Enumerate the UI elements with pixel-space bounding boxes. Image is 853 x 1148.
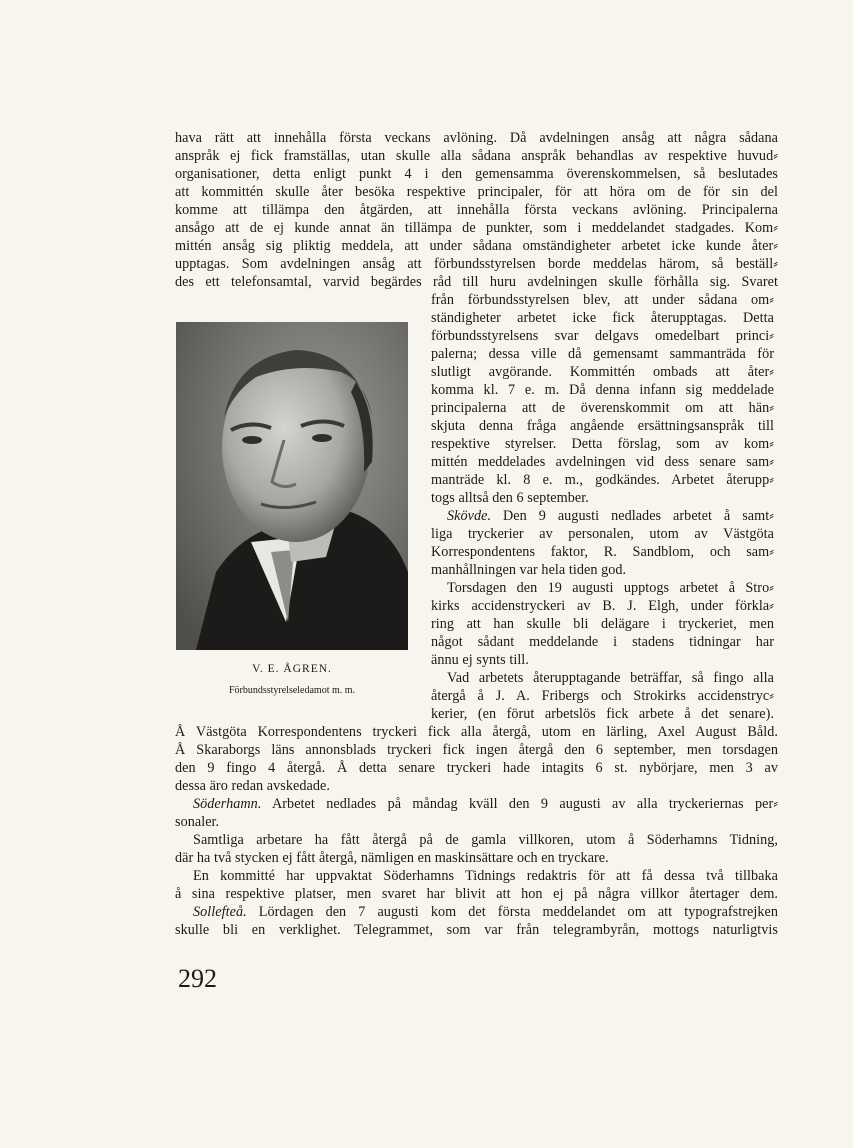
text-line: upptagas. Som avdelningen ansåg att förbundsstyrelsen borde meddelas härom, så beställ⸗ xyxy=(175,256,778,272)
text-line: ständigheter arbetet icke fick återupptagas. Detta xyxy=(431,310,774,326)
photo-caption-title: Förbundsstyrelseledamot m. m. xyxy=(228,685,356,696)
text-line: respektive styrelser. Detta förslag, som av kom⸗ xyxy=(431,436,774,452)
text-line: å sina respektive platser, men svaret har blivit att hon ej på några villkor återtager dem. xyxy=(175,886,778,902)
text-line: sonaler. xyxy=(175,814,220,830)
text-line: där ha två stycken ej fått återgå, nämligen en maskinsättare och en tryckare. xyxy=(175,850,609,866)
text-line: ansågo att de ej kunde annat än tillämpa de punkter, som i meddelandet stadgades. Kom⸗ xyxy=(175,220,778,236)
portrait-photo xyxy=(176,322,408,650)
text-line: komme att tillämpa den åtgärden, att innehålla första veckans avlöning. Principalerna xyxy=(175,202,778,218)
place-heading-soderhamn: Söderhamn. xyxy=(193,796,262,812)
text-fragment: Den 9 augusti nedlades arbetet å samt⸗ xyxy=(491,508,774,524)
text-line: principalerna att de överenskommit om att hän⸗ xyxy=(431,400,774,416)
text-line: Korrespondentens faktor, R. Sandblom, och sam⸗ xyxy=(431,544,774,560)
text-line: manhållningen var hela tiden god. xyxy=(431,562,627,578)
text-line: En kommitté har uppvaktat Söderhamns Tidnings redaktris för att få dessa två tillbaka xyxy=(193,868,778,884)
text-line: organisationer, detta enligt punkt 4 i den gemensamma överenskommelsen, så beslutades xyxy=(175,166,778,182)
text-line: komma kl. 7 e. m. Då denna infann sig meddelade xyxy=(431,382,774,398)
text-line: palerna; dessa ville då gemensamt sammanträda för xyxy=(431,346,774,362)
text-fragment: Arbetet nedlades på måndag kväll den 9 augusti av alla tryckeriernas per⸗ xyxy=(261,796,778,812)
place-heading-solleftea: Sollefteå. xyxy=(193,904,247,920)
text-line: ännu ej synts till. xyxy=(431,652,529,668)
text-line: anspråk ej fick framställas, utan skulle alla sådana anspråk behandlas av respektive huvud⸗ xyxy=(175,148,778,164)
text-line: återgå å J. A. Fribergs och Strokirks accidenstryc⸗ xyxy=(431,688,774,704)
portrait-image xyxy=(176,322,408,650)
text-line: liga tryckerier av personalen, utom av Västgöta xyxy=(431,526,774,542)
text-line: från förbundsstyrelsen blev, att under sådana om⸗ xyxy=(431,292,774,308)
text-line: den 9 fingo 4 återgå. Å detta senare tryckeri hade intagits 6 st. nybörjare, men 3 av xyxy=(175,760,778,776)
text-line: skulle bli en verklighet. Telegrammet, som var från telegrambyrån, mottogs naturligtvis xyxy=(175,922,778,938)
text-line-solleftea xyxy=(193,904,778,921)
page-number: 292 xyxy=(178,964,217,993)
text-line: något sådant meddelande i stadens tidningar har xyxy=(431,634,774,650)
text-line-skovde xyxy=(447,508,774,525)
text-line: kerier, (en förut arbetslös fick arbete å det senare). xyxy=(431,706,774,722)
text-line: mittén meddelades avdelningen vid dess senare sam⸗ xyxy=(431,454,774,470)
text-line: manträde kl. 8 e. m., godkändes. Arbetet återupp⸗ xyxy=(431,472,774,488)
text-line: slutligt avgörande. Kommittén ombads att åter⸗ xyxy=(431,364,774,380)
text-line: hava rätt att innehålla första veckans avlöning. Då avdelningen ansåg att några sådana xyxy=(175,130,778,146)
place-heading-skovde: Skövde. xyxy=(447,508,492,524)
text-line: kirks accidenstryckeri av B. J. Elgh, under förkla⸗ xyxy=(431,598,774,614)
text-line: Samtliga arbetare ha fått återgå på de gamla villkoren, utom å Söderhamns Tidning, xyxy=(193,832,778,848)
text-line: togs alltså den 6 september. xyxy=(431,490,589,506)
photo-caption-name: V. E. ÅGREN. xyxy=(252,663,332,675)
text-line: att kommittén skulle åter besöka respektive principaler, för att höra om de för sin del xyxy=(175,184,778,200)
text-line: Å Skaraborgs läns annonsblads tryckeri fick ingen återgå den 6 september, men torsdagen xyxy=(175,742,778,758)
text-fragment: Lördagen den 7 augusti kom det första meddelandet om att typografstrejken xyxy=(246,904,778,920)
text-line: Vad arbetets återupptagande beträffar, så fingo alla xyxy=(447,670,774,686)
text-line: dessa äro redan avskedade. xyxy=(175,778,330,794)
text-line: des ett telefonsamtal, varvid begärdes råd till huru avdelningen skulle förhålla sig. Svaret xyxy=(175,274,778,290)
text-line: Å Västgöta Korrespondentens tryckeri fick alla återgå, utom en lärling, Axel August Båld. xyxy=(175,724,778,740)
text-line: skjuta denna fråga angående ersättningsanspråk till xyxy=(431,418,774,434)
text-line: ring att han skulle bli delägare i tryckeriet, men xyxy=(431,616,774,632)
text-line: Torsdagen den 19 augusti upptogs arbetet å Stro⸗ xyxy=(447,580,774,596)
text-line: förbundsstyrelsens svar delgavs omedelbart princi⸗ xyxy=(431,328,774,344)
text-line: mittén ansåg sig pliktig meddela, att under sådana omständigheter arbetet icke kunde åter⸗ xyxy=(175,238,778,254)
text-line-soderhamn xyxy=(193,796,778,813)
